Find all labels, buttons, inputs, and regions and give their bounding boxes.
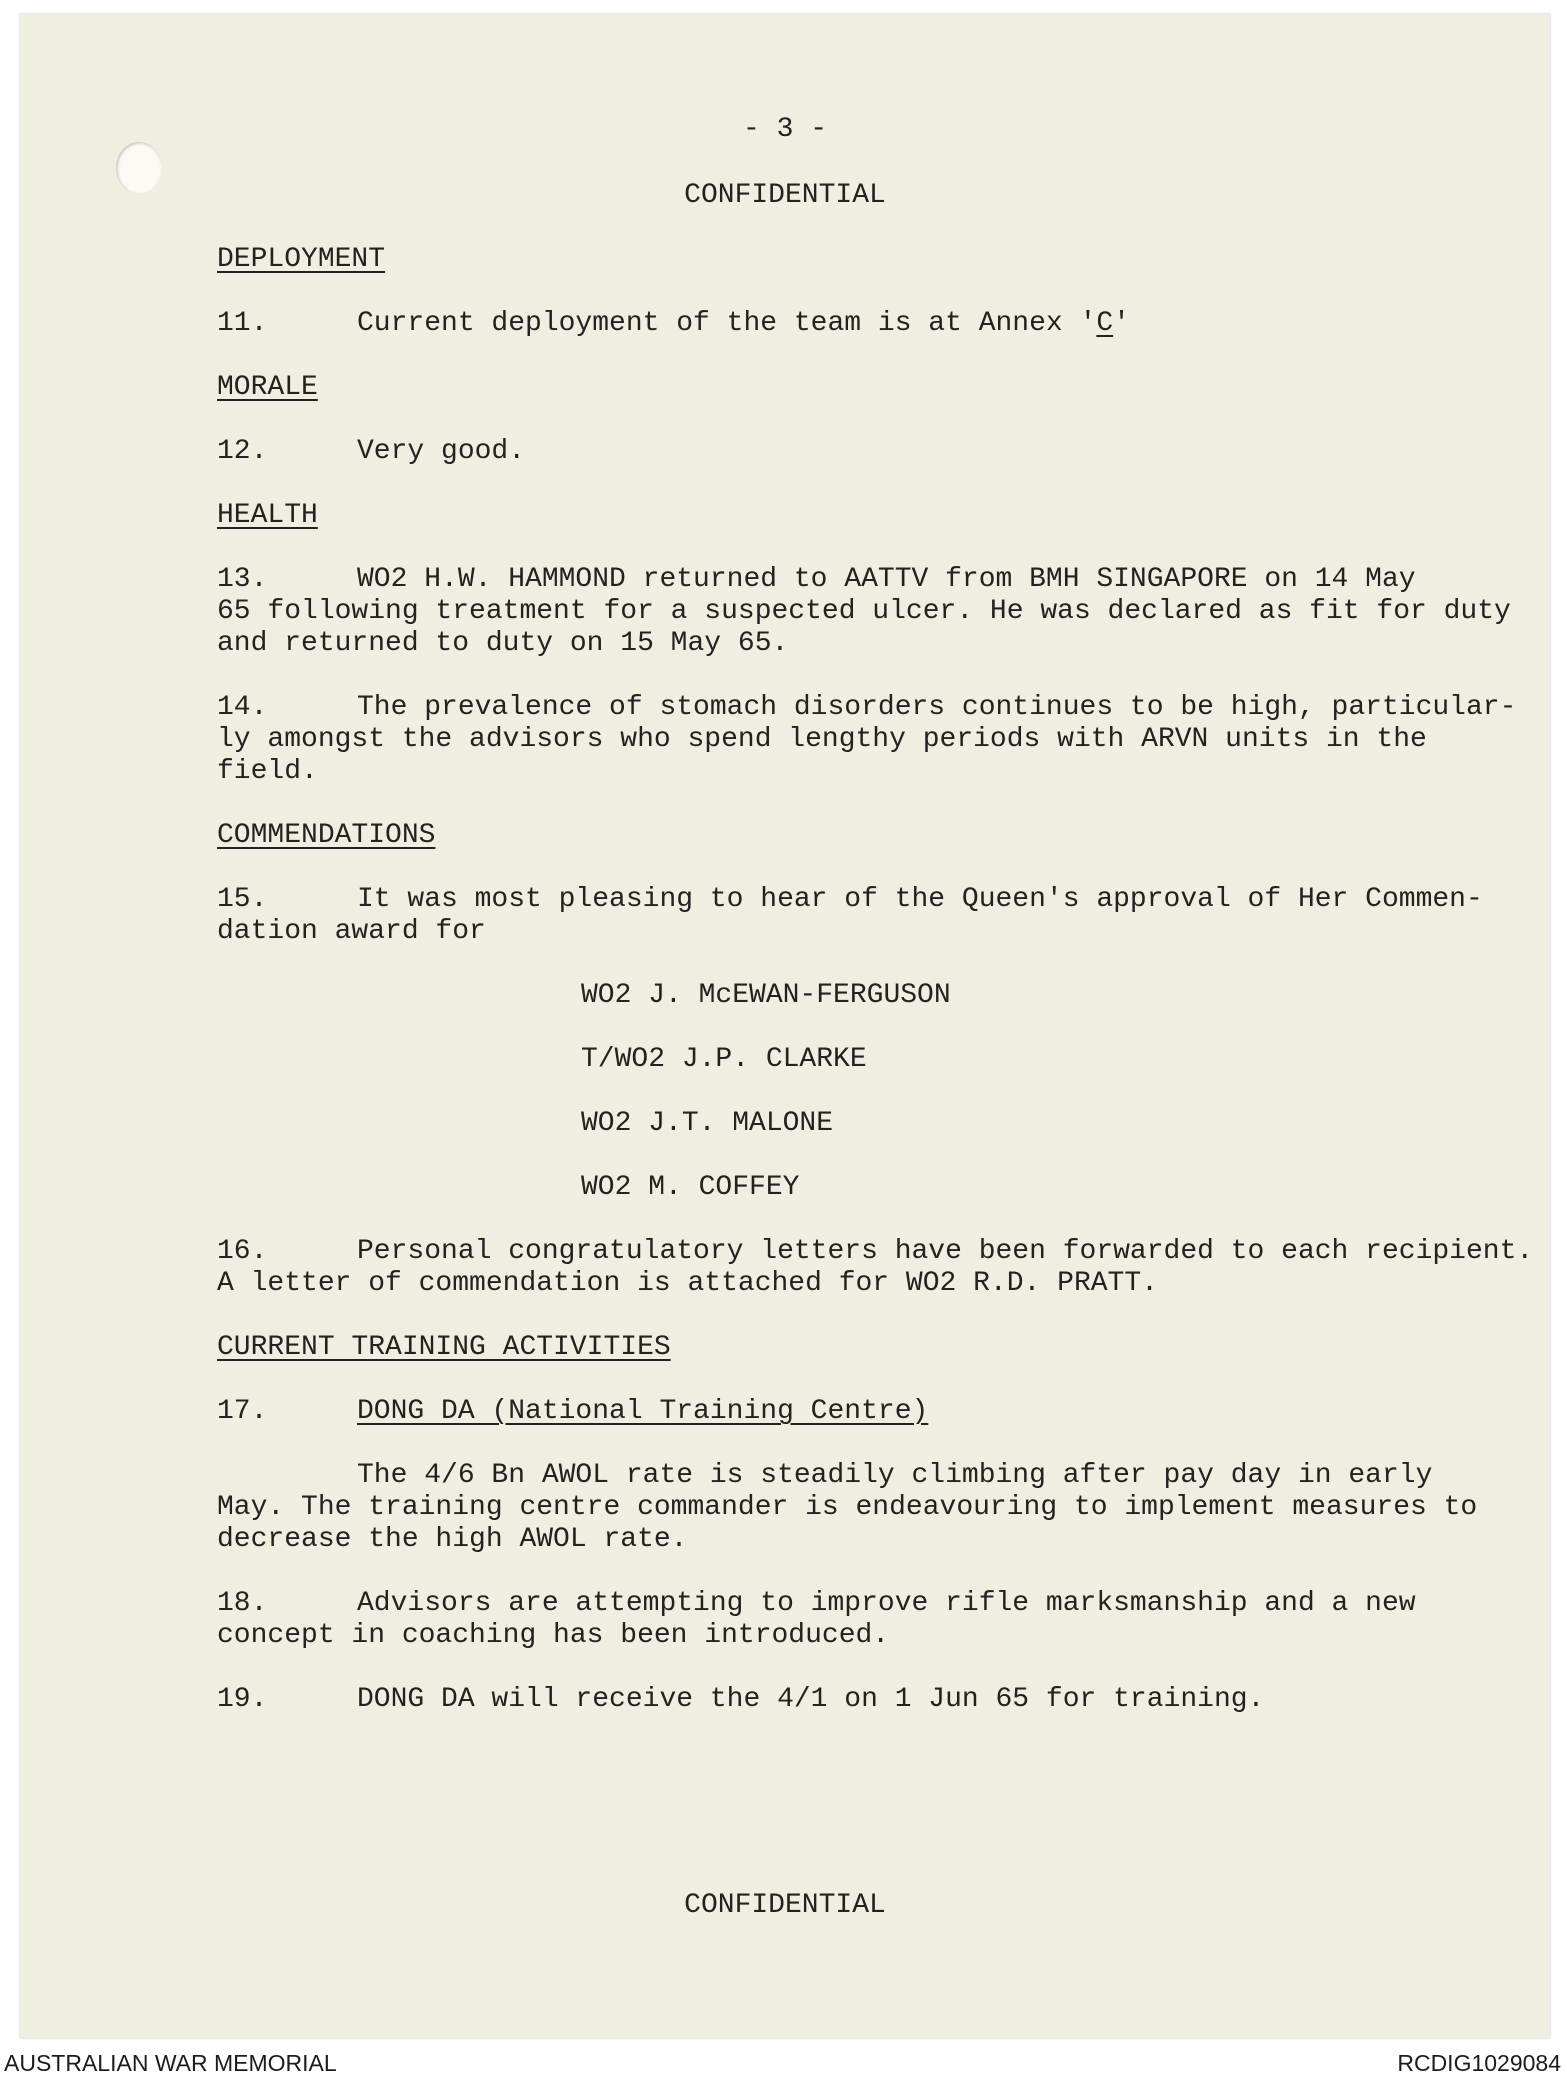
para-16-number: 16. — [217, 1236, 268, 1267]
para-14-line-1: The prevalence of stomach disorders continues to be high, particular- — [357, 692, 1517, 723]
para-17-line-3: decrease the high AWOL rate. — [217, 1524, 688, 1555]
para-11-close-quote: ' — [1113, 308, 1130, 339]
para-14-number: 14. — [217, 692, 268, 723]
document-page — [20, 14, 1550, 2038]
para-11-text — [357, 308, 1130, 340]
para-14-line-3: field. — [217, 756, 318, 787]
para-15-number: 15. — [217, 884, 268, 915]
recipient-4: WO2 M. COFFEY — [581, 1172, 800, 1203]
para-15-line-1: It was most pleasing to hear of the Queen's approval of Her Commen- — [357, 884, 1483, 915]
heading-health: HEALTH — [217, 500, 318, 531]
para-13-line-1: WO2 H.W. HAMMOND returned to AATTV from BMH SINGAPORE on 14 May — [357, 564, 1416, 595]
classification-top: CONFIDENTIAL — [684, 180, 886, 211]
footer-institution: AUSTRALIAN WAR MEMORIAL — [4, 2050, 337, 2076]
heading-current-training: CURRENT TRAINING ACTIVITIES — [217, 1332, 671, 1363]
para-13-line-2: 65 following treatment for a suspected ulcer. He was declared as fit for duty — [217, 596, 1511, 627]
para-15-line-2: dation award for — [217, 916, 486, 947]
heading-morale: MORALE — [217, 372, 318, 403]
heading-commendations: COMMENDATIONS — [217, 820, 436, 851]
para-17-number: 17. — [217, 1396, 268, 1427]
para-12-number: 12. — [217, 436, 268, 467]
footer-reference: RCDIG1029084 — [1397, 2050, 1561, 2076]
para-11-body: Current deployment of the team is at Annex ' — [357, 308, 1097, 339]
para-11-number: 11. — [217, 308, 268, 339]
heading-deployment: DEPLOYMENT — [217, 244, 386, 275]
para-16-line-1: Personal congratulatory letters have been forwarded to each recipient. — [357, 1236, 1534, 1267]
para-14-line-2: ly amongst the advisors who spend lengthy periods with ARVN units in the — [217, 724, 1427, 755]
para-18-line-1: Advisors are attempting to improve rifle marksmanship and a new — [357, 1588, 1416, 1619]
para-12-text: Very good. — [357, 436, 526, 467]
para-18-line-2: concept in coaching has been introduced. — [217, 1620, 890, 1651]
recipient-2: T/WO2 J.P. CLARKE — [581, 1044, 867, 1075]
recipient-1: WO2 J. McEWAN-FERGUSON — [581, 980, 951, 1011]
para-17-title: DONG DA (National Training Centre) — [357, 1396, 929, 1427]
para-16-line-2: A letter of commendation is attached for WO2 R.D. PRATT. — [217, 1268, 1158, 1299]
classification-bottom: CONFIDENTIAL — [684, 1890, 886, 1921]
para-19-text: DONG DA will receive the 4/1 on 1 Jun 65 for training. — [357, 1684, 1265, 1715]
para-17-line-1: The 4/6 Bn AWOL rate is steadily climbing after pay day in early — [357, 1460, 1433, 1491]
para-13-line-3: and returned to duty on 15 May 65. — [217, 628, 789, 659]
para-13-number: 13. — [217, 564, 268, 595]
page-number: - 3 - — [742, 114, 827, 145]
recipient-3: WO2 J.T. MALONE — [581, 1108, 834, 1139]
annex-reference: C — [1096, 308, 1114, 339]
para-17-line-2: May. The training centre commander is endeavouring to implement measures to — [217, 1492, 1478, 1523]
para-18-number: 18. — [217, 1588, 268, 1619]
para-19-number: 19. — [217, 1684, 268, 1715]
